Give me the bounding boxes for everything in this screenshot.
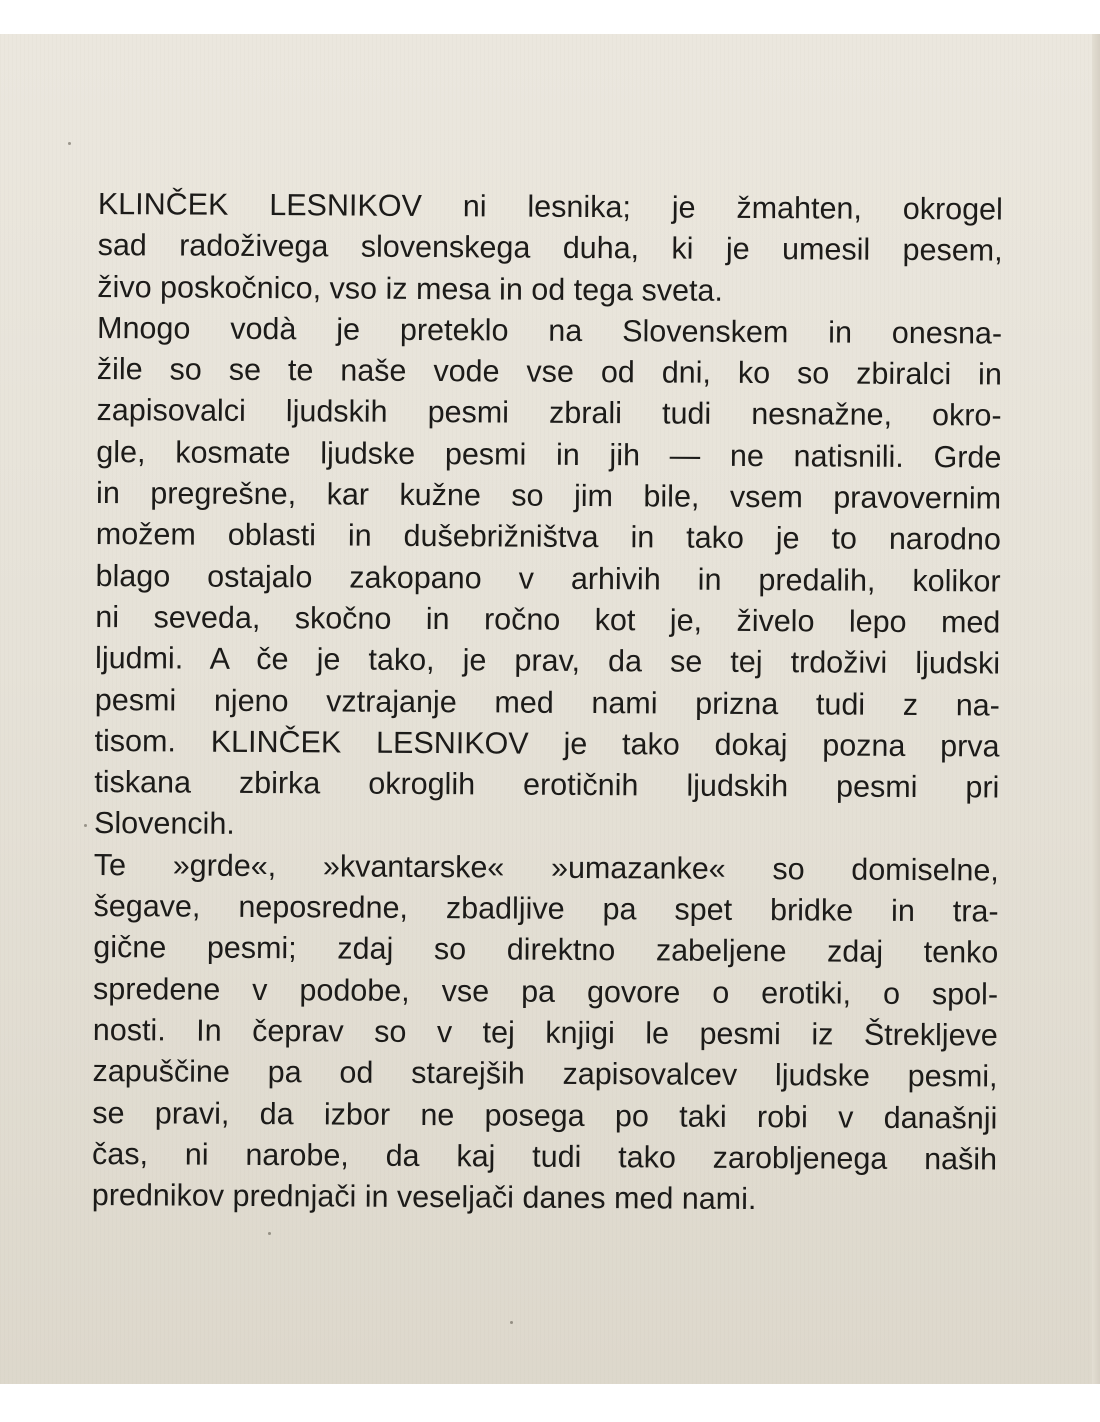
text-line: gle, kosmate ljudske pesmi in jih — ne natisnili. Grde xyxy=(96,434,1002,475)
paper-speck xyxy=(84,824,87,827)
text-line: zapuščine pa od starejših zapisovalcev ljudske pesmi, xyxy=(92,1054,998,1094)
text-line: možem oblasti in dušebrižništva in tako je to narodno xyxy=(95,517,1001,557)
text-line: šegave, neposredne, zbadljive pa spet bridke in tra- xyxy=(93,889,999,929)
text-line: pesmi njeno vztrajanje med nami prizna tudi z na- xyxy=(94,682,1000,723)
page-edge xyxy=(1092,34,1100,1384)
blurb-text xyxy=(92,184,1003,1222)
paper-speck xyxy=(510,1321,513,1324)
text-line: nosti. In čeprav so v tej knjigi le pesmi iz Štrekljeve xyxy=(92,1012,998,1053)
text-line: zapisovalci ljudskih pesmi zbrali tudi nesnažne, okro- xyxy=(96,393,1002,434)
text-line: spredene v podobe, vse pa govore o erotiki, o spol- xyxy=(92,971,999,1012)
text-line: Slovencih. xyxy=(93,806,235,842)
text-line: čas, ni narobe, da kaj tudi tako zarobljenega naših xyxy=(91,1136,998,1177)
text-line: tisom. KLINČEK LESNIKOV je tako dokaj pozna prva xyxy=(94,723,1000,764)
book-cover-photo xyxy=(0,34,1100,1384)
text-line: se pravi, da izbor ne posega po taki robi v današnji xyxy=(92,1095,998,1136)
text-line: sad radoživega slovenskega duha, ki je umesil pesem, xyxy=(97,228,1003,268)
text-line: tiskana zbirka okroglih erotičnih ljudskih pesmi pri xyxy=(94,765,1000,805)
text-line: Mnogo vodà je preteklo na Slovenskem in onesna- xyxy=(97,310,1003,351)
text-line: ni seveda, skočno in ročno kot je, živelo lepo med xyxy=(95,599,1001,640)
text-line: in pregrešne, kar kužne so jim bile, vsem pravovernim xyxy=(96,476,1002,516)
text-line: Te »grde«, »kvantarske« »umazanke« so domiselne, xyxy=(93,847,999,888)
paper-speck xyxy=(268,1232,271,1235)
text-line: žile so se te naše vode vse od dni, ko so zbiralci in xyxy=(96,352,1002,392)
text-line: živo poskočnico, vso iz mesa in od tega sveta. xyxy=(97,269,724,308)
text-line: gične pesmi; zdaj so direktno zabeljene zdaj tenko xyxy=(93,930,999,970)
text-line: prednikov prednjači in veseljači danes med nami. xyxy=(91,1178,757,1217)
paper-speck xyxy=(68,142,71,145)
text-line: KLINČEK LESNIKOV ni lesnika; je žmahten, okrogel xyxy=(97,186,1003,227)
text-line: blago ostajalo zakopano v arhivih in predalih, kolikor xyxy=(95,558,1001,599)
text-line: ljudmi. A če je tako, je prav, da se tej trdoživi ljudski xyxy=(94,641,1001,681)
